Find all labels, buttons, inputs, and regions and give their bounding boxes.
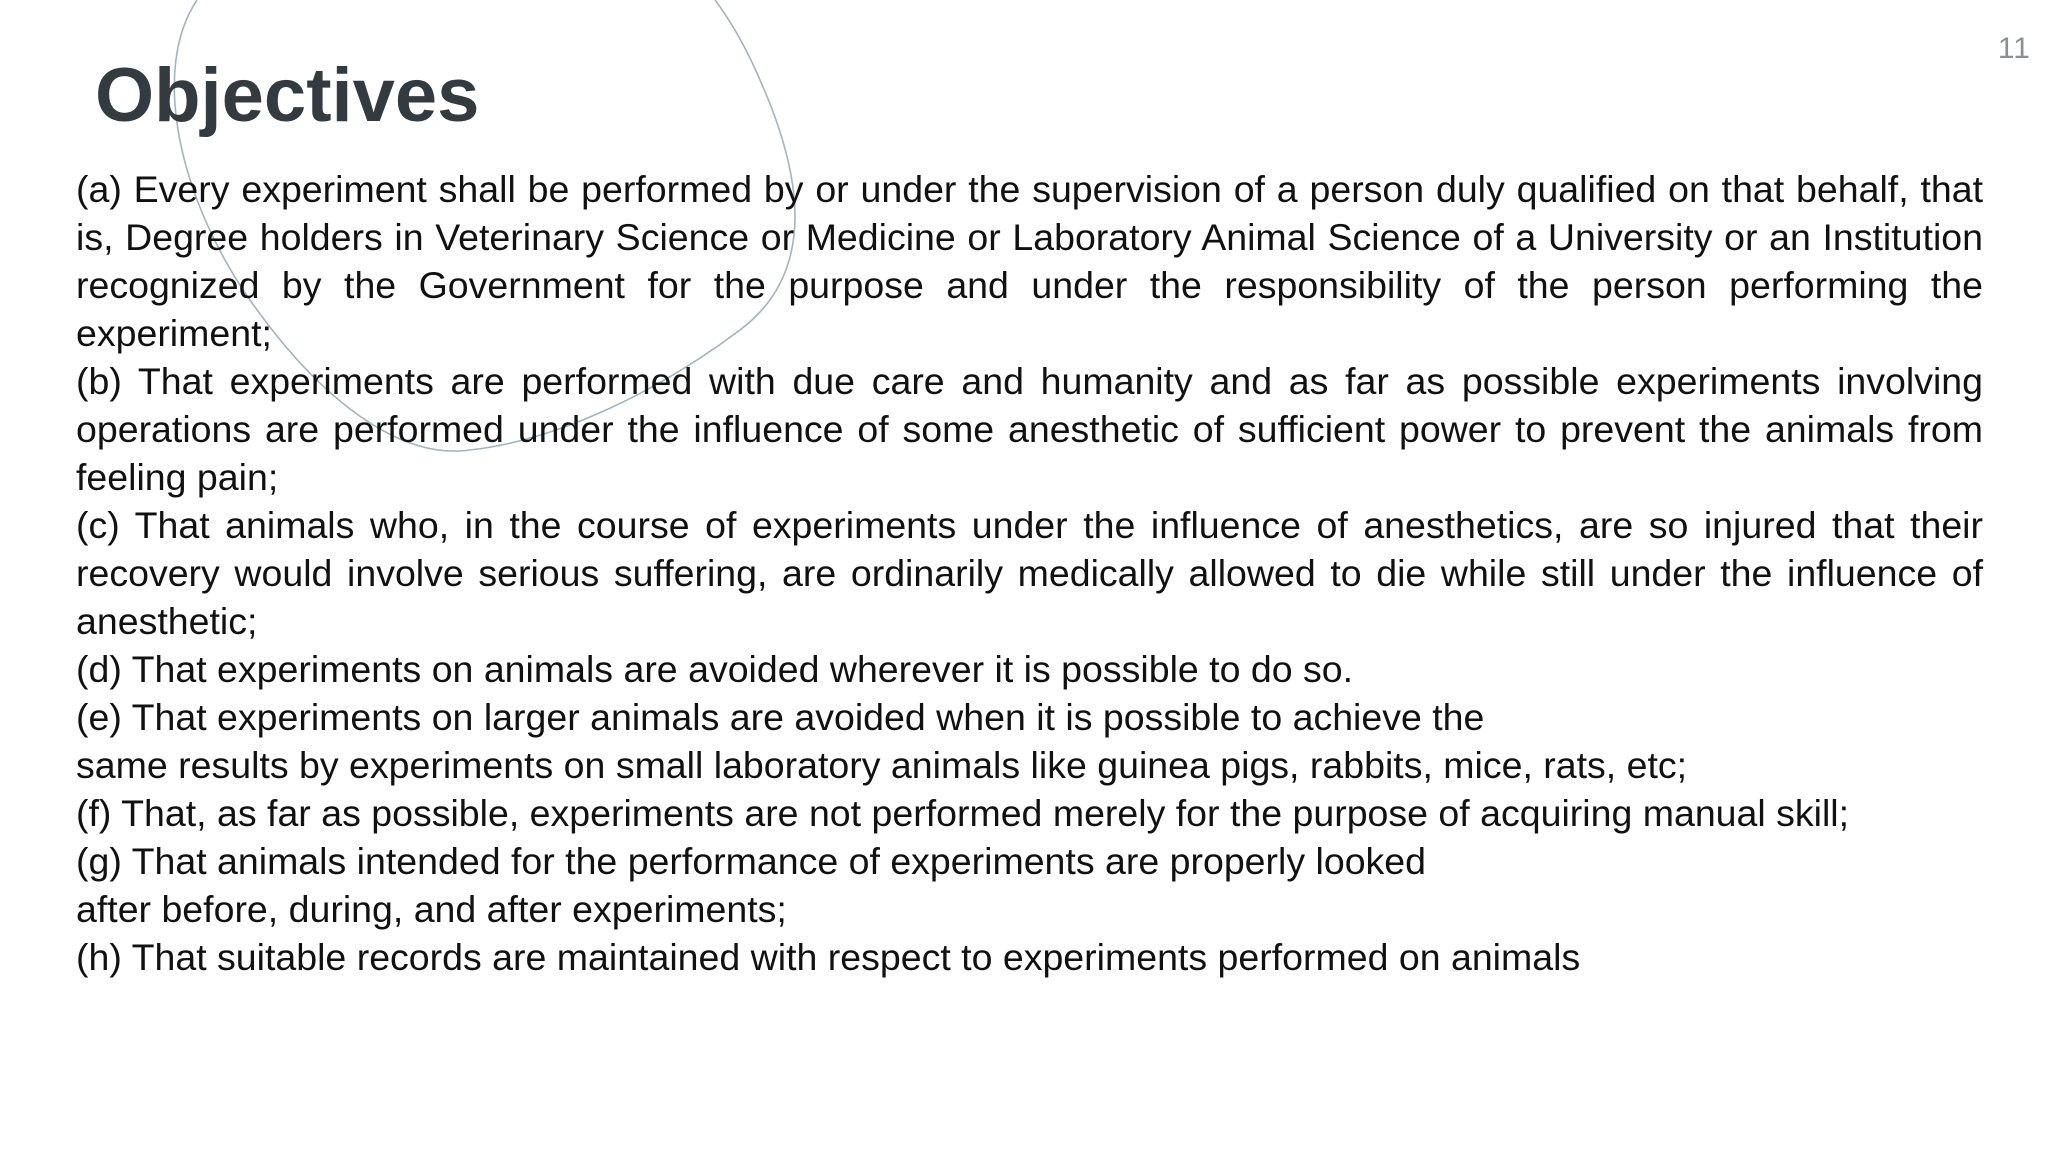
objective-item-d: (d) That experiments on animals are avoided wherever it is possible to do so. bbox=[76, 648, 1354, 690]
objective-item-h: (h) That suitable records are maintained with respect to experiments performed on animals bbox=[76, 936, 1581, 978]
objective-item-b: (b) That experiments are performed with due care and humanity and as far as possible experiments involving operations are performed under the influence of some anesthetic of sufficient power to prevent the animals from feeling pain; bbox=[76, 360, 1983, 498]
objective-item-e: (e) That experiments on larger animals are avoided when it is possible to achieve the bbox=[76, 696, 1485, 738]
objective-item-f: (f) That, as far as possible, experiments are not performed merely for the purpose of acquiring manual skill; bbox=[76, 792, 1850, 834]
objective-item-g-continued: after before, during, and after experiments; bbox=[76, 888, 787, 930]
objective-item-a: (a) Every experiment shall be performed by or under the supervision of a person duly qualified on that behalf, that is, Degree holders in Veterinary Science or Medicine or Laboratory Animal Science of a University or an Institution recognized by the Government for the purpose and under the responsibility of the person performing the experiment; bbox=[76, 168, 1983, 354]
page-number: 11 bbox=[1997, 32, 2031, 65]
objective-item-g: (g) That animals intended for the performance of experiments are properly looked bbox=[76, 840, 1427, 882]
objective-item-e-continued: same results by experiments on small laboratory animals like guinea pigs, rabbits, mice, rats, etc; bbox=[76, 744, 1688, 786]
objective-item-c: (c) That animals who, in the course of experiments under the influence of anesthetics, are so injured that their recovery would involve serious suffering, are ordinarily medically allowed to die while still under the influence of anesthetic; bbox=[76, 504, 1983, 642]
objectives-list bbox=[76, 165, 1983, 981]
slide-title: Objectives bbox=[95, 53, 480, 138]
